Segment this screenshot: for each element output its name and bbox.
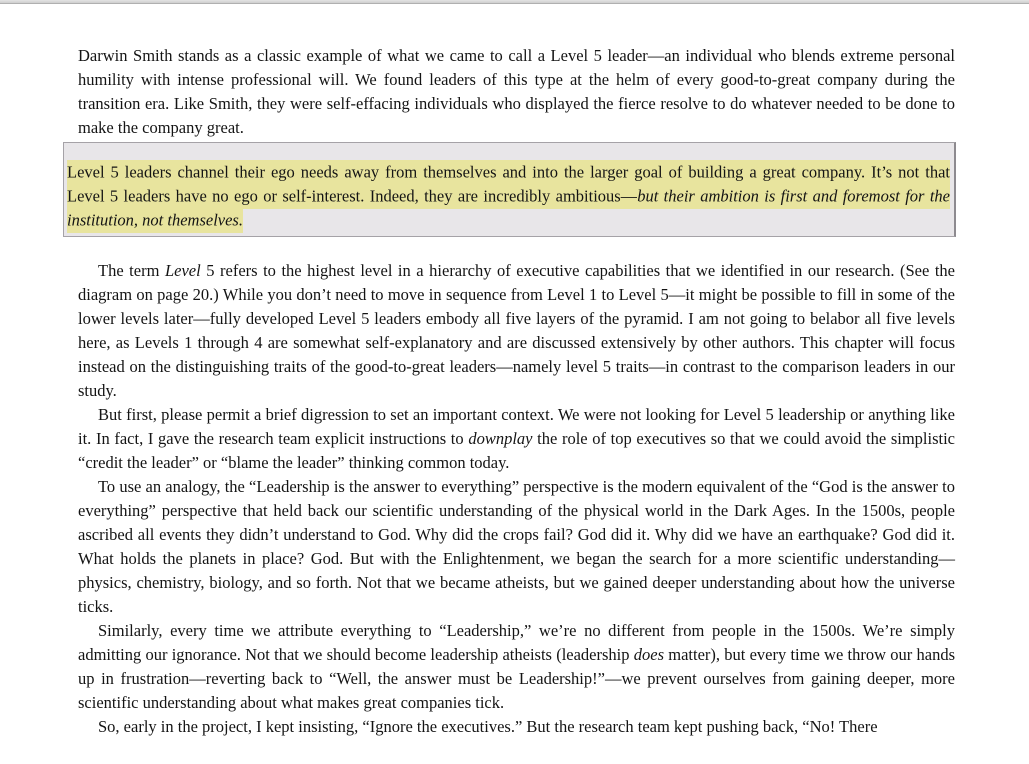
text-run: matter), but every time we throw our hands up in frustration—reverting back to “Well, the answer must be Leadership!”—we prevent ourselves from gaining deeper, more scientific understanding about what makes great companies tick. bbox=[78, 645, 955, 712]
quote-box bbox=[63, 142, 956, 237]
paragraph bbox=[78, 44, 955, 140]
italic-text-run: Level bbox=[164, 261, 201, 280]
paragraph bbox=[78, 403, 955, 475]
text-run: Darwin Smith stands as a classic example of what we came to call a Level 5 leader—an individual who blends extreme personal humility with intense professional will. We found leaders of this type at the helm of every good-to-great company during the transition era. Like Smith, they were self-effacing individuals who displayed the fierce resolve to do whatever needed to be done to make the company great. bbox=[78, 46, 955, 137]
text-run: So, early in the project, I kept insisting, “Ignore the executives.” But the research team kept pushing back, “No! There bbox=[98, 717, 878, 736]
italic-text-run: downplay bbox=[468, 429, 533, 448]
text-run: But first, please permit a brief digression to set an important context. We were not looking for Level 5 leadership or anything like it. In fact, I gave the research team explicit instructions to bbox=[78, 405, 955, 448]
paragraph bbox=[78, 475, 955, 619]
document-text bbox=[67, 44, 955, 739]
book-page bbox=[0, 4, 1029, 739]
highlight-run[interactable]: Level 5 leaders channel their ego needs away from themselves and into the larger goal of building a great company. It’s not that Level 5 leaders have no ego or self-interest. Indeed, they are incredibly ambitious— bbox=[67, 160, 950, 208]
text-run: To use an analogy, the “Leadership is the answer to everything” perspective is the modern equivalent of the “God is the answer to everything” perspective that held back our scientific understanding of the physical world in the Dark Ages. In the 1500s, people ascribed all events they didn’t understand to God. Why did the crops fail? God did it. Why did we have an earthquake? God did it. What holds the planets in place? God. But with the Enlightenment, we began the search for a more scientific understanding—physics, chemistry, biology, and so forth. Not that we became atheists, but we gained deeper understanding about how the universe ticks. bbox=[78, 477, 955, 616]
text-run: The term bbox=[98, 261, 165, 280]
italic-text-run: does bbox=[633, 645, 664, 664]
highlight-run[interactable]: but their ambition is first and foremost for the institution, not themselves. bbox=[67, 184, 950, 232]
paragraph bbox=[78, 619, 955, 715]
text-run: 5 refers to the highest level in a hierarchy of executive capabilities that we identified in our research. (See the diagram on page 20.) While you don’t need to move in sequence from Level 1 to Level 5—it might be possible to fill in some of the lower levels later—fully developed Level 5 leaders embody all five layers of the pyramid. I am not going to belabor all five levels here, as Levels 1 through 4 are somewhat self-explanatory and are discussed extensively by other authors. This chapter will focus instead on the distinguishing traits of the good-to-great leaders—namely level 5 traits—in contrast to the comparison leaders in our study. bbox=[78, 261, 955, 400]
paragraph bbox=[78, 259, 955, 403]
text-run: the role of top executives so that we could avoid the simplistic “credit the leader” or “blame the leader” thinking common today. bbox=[78, 429, 955, 472]
highlighted-passage bbox=[67, 161, 950, 233]
text-run: Similarly, every time we attribute everything to “Leadership,” we’re no different from people in the 1500s. We’re simply admitting our ignorance. Not that we should become leadership atheists (leadership bbox=[78, 621, 955, 664]
paragraph bbox=[78, 715, 955, 739]
